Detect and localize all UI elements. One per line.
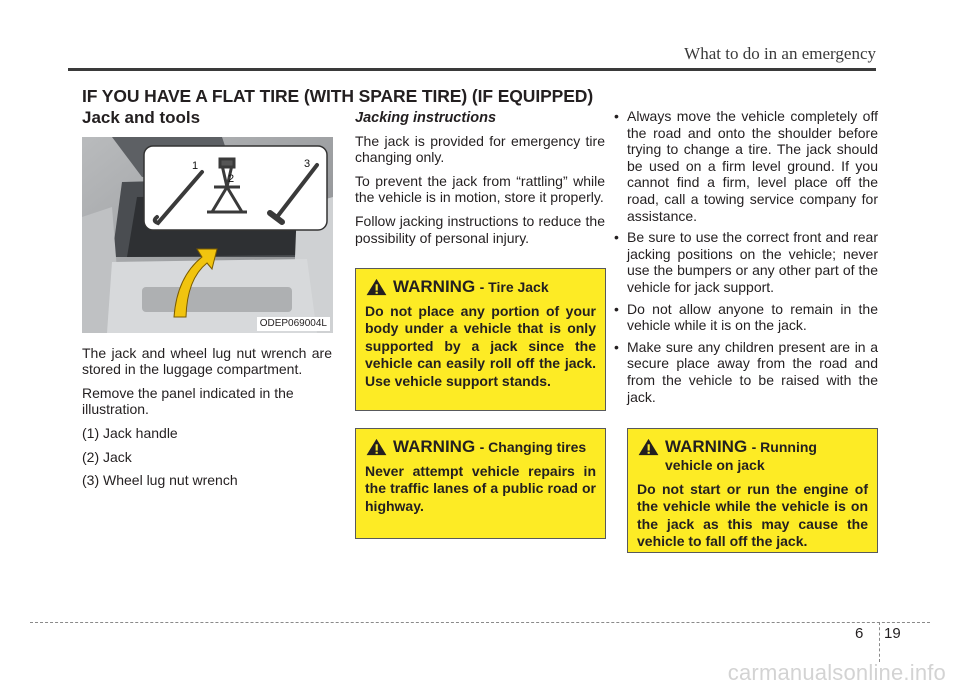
paragraph-remove-panel: Remove the panel indicated in the illustration. <box>82 384 294 418</box>
figure-label-1: 1 <box>192 159 199 172</box>
footer-rule <box>30 622 930 623</box>
chapter-number: 6 <box>855 625 864 642</box>
safety-bullet-list <box>608 108 878 405</box>
warning-word: WARNING <box>393 437 476 456</box>
page-number-divider <box>879 622 880 662</box>
warning-body: Do not start or run the engine of the vehicle while the vehicle is on the jack as this may cause the vehicle to fall off the jack. <box>637 481 868 550</box>
luggage-compartment-drawing <box>82 137 333 333</box>
item-lug-wrench: (3) Wheel lug nut wrench <box>82 472 238 489</box>
warning-body: Never attempt vehicle repairs in the traffic lanes of a public road or highway. <box>365 463 596 514</box>
watermark: carmanualsonline.info <box>727 660 946 685</box>
column-jacking-instructions <box>355 108 605 253</box>
paragraph-storage: The jack and wheel lug nut wrench are stored in the luggage compartment. <box>82 344 332 378</box>
item-jack-handle: (1) Jack handle <box>82 424 178 441</box>
warning-changing-tires <box>355 428 606 539</box>
header-rule <box>68 68 876 71</box>
paragraph-follow-instructions: Follow jacking instructions to reduce the possibility of personal injury. <box>355 212 605 246</box>
paragraph-emergency-only: The jack is provided for emergency tire changing only. <box>355 132 605 166</box>
warning-word: WARNING <box>665 437 748 456</box>
jack-tools-illustration <box>82 137 333 333</box>
column-jack-and-tools <box>82 108 332 496</box>
bullet-no-occupants: • Do not allow anyone to remain in the vehicle while it is on the jack. <box>608 301 878 334</box>
warning-subtitle: - Changing tires <box>479 439 587 455</box>
page-number: 19 <box>884 625 901 642</box>
bullet-children-safe: • Make sure any children present are in a secure place away from the road and from the vehicle to be raised with the jack. <box>608 339 878 405</box>
warning-subtitle: - Tire Jack <box>479 279 549 295</box>
subheading-jack-and-tools: Jack and tools <box>82 108 201 127</box>
warning-subtitle: - Running vehicle on jack <box>665 439 817 473</box>
warning-triangle-icon <box>365 278 388 296</box>
page-title: IF YOU HAVE A FLAT TIRE (WITH SPARE TIRE) (IF EQUIPPED) <box>82 86 594 106</box>
subheading-jacking-instructions: Jacking instructions <box>355 110 497 126</box>
figure-label-2: 2 <box>228 172 235 185</box>
warning-tire-jack <box>355 268 606 411</box>
header-section-title: What to do in an emergency <box>684 44 876 63</box>
warning-running-vehicle-on-jack <box>627 428 878 553</box>
figure-label-3: 3 <box>304 157 311 170</box>
column-safety-bullets <box>608 108 878 410</box>
bullet-jacking-positions: • Be sure to use the correct front and rear jacking positions on the vehicle; never use the bumpers or any other part of the vehicle for jack support. <box>608 229 878 295</box>
warning-body: Do not place any portion of your body under a vehicle that is only supported by a jack since the vehicle can easily roll off the jack. Use vehicle support stands. <box>365 303 596 389</box>
paragraph-rattling: To prevent the jack from “rattling” while the vehicle is in motion, store it properly. <box>355 172 605 206</box>
warning-word: WARNING <box>393 277 476 296</box>
figure-caption: ODEP069004L <box>257 317 330 331</box>
bullet-move-off-road: • Always move the vehicle completely off the road and onto the shoulder before trying to change a tire. The jack should be used on a firm level ground. If you cannot find a firm, level place off the road, call a towing service company for assistance. <box>608 108 878 224</box>
warning-triangle-icon <box>637 438 660 456</box>
item-jack: (2) Jack <box>82 448 132 465</box>
warning-triangle-icon <box>365 438 388 456</box>
